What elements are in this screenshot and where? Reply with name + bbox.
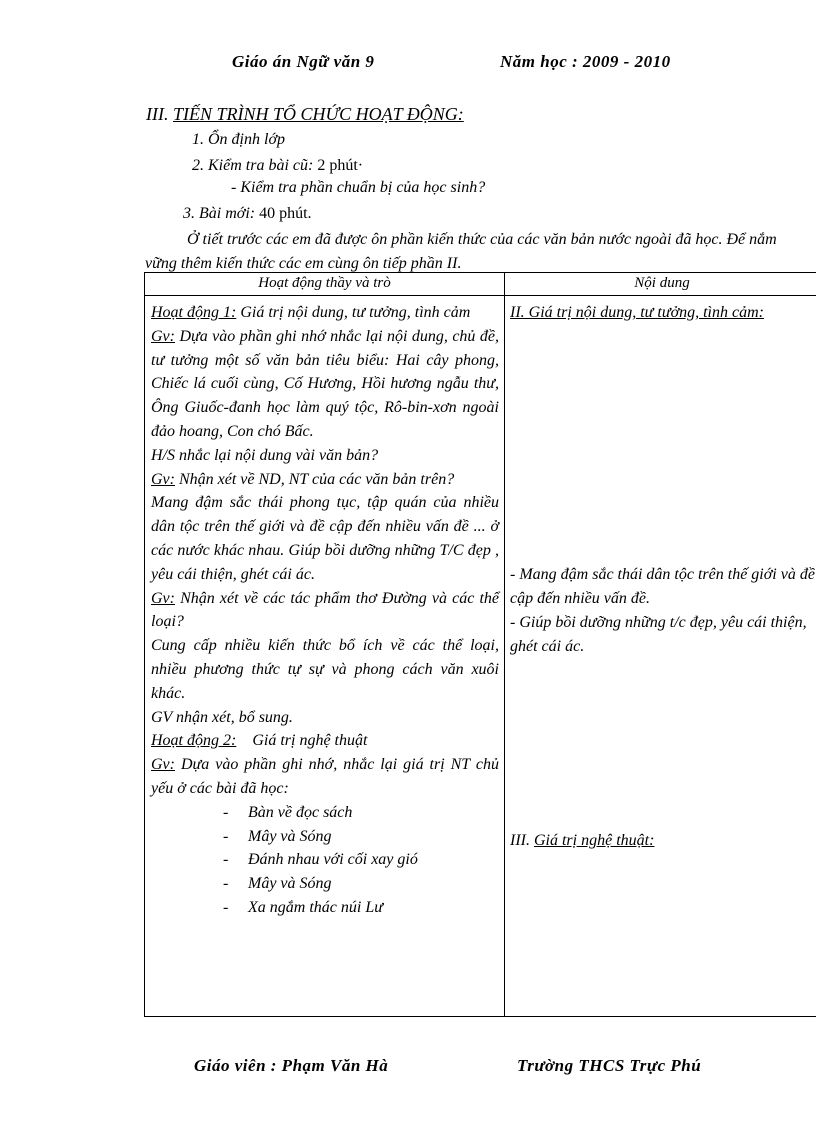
section-number: III.: [146, 104, 169, 124]
content-point-1: - Mang đậm sắc thái dân tộc trên thế giới và đề cập đến nhiều vấn đề.: [510, 566, 815, 607]
step-2: [192, 157, 363, 175]
content-section-3-number: III.: [510, 832, 530, 849]
teacher-prompt-2: [151, 468, 499, 492]
activity-2: [151, 729, 499, 753]
activity-1-title: Giá trị nội dung, tư tưởng, tình cảm: [236, 304, 471, 321]
step-1: 1. Ổn định lớp: [192, 131, 285, 148]
col-header-activities: Hoạt động thầy và trò: [258, 275, 391, 291]
footer-school: Trường THCS Trực Phú: [517, 1056, 702, 1075]
step-2-label: 2. Kiểm tra bài cũ:: [192, 157, 314, 174]
step-3-time: 40 phút.: [259, 205, 312, 222]
header-school-year: Năm học : 2009 - 2010: [500, 52, 671, 71]
list-item: - Xa ngắm thác núi Lư: [151, 896, 499, 920]
header-divider: [145, 295, 816, 296]
teacher-prompt-3: [151, 587, 499, 635]
content-section-3: [510, 829, 816, 853]
intro-paragraph: Ở tiết trước các em đã được ôn phần kiến thức của các văn bản nước ngoài đã học. Để nắm vững thêm kiến thức các em cùng ôn tiếp phần II.: [145, 231, 777, 272]
teacher-prompt-2-text: Nhận xét về ND, NT của các văn bản trên?: [174, 470, 455, 488]
content-section-2: II. Giá trị nội dung, tư tưởng, tình cảm:: [510, 304, 764, 321]
teacher-prompt-1-text: Dựa vào phần ghi nhớ nhắc lại nội dung, chủ đề, tư tưởng một số văn bản tiêu biểu: Hai cây phong, Chiếc lá cuối cùng, Cố Hương, Hồi hương ngẫu thư, Ông Giuốc-đanh học làm quý tộc, Rô-bin-xơn ngoài đảo hoang, Con chó Bấc.: [151, 327, 499, 440]
footer-teacher: Giáo viên : Phạm Văn Hà: [194, 1056, 389, 1075]
teacher-prompt-3-text: Nhận xét về các tác phẩm thơ Đường và các thể loại?: [151, 589, 499, 631]
gv-label: Gv:: [151, 756, 175, 774]
teacher-prompt-4: [151, 753, 499, 801]
list-item: - Mây và Sóng: [151, 872, 499, 896]
step-2-sub: - Kiểm tra phần chuẩn bị của học sinh?: [231, 179, 486, 196]
section-title: [146, 104, 464, 125]
gv-label: Gv:: [151, 589, 175, 607]
activity-1: [151, 301, 499, 325]
teacher-prompt-4-text: Dựa vào phần ghi nhớ, nhắc lại giá trị NT chủ yếu ở các bài đã học:: [151, 756, 499, 797]
gv-label: Gv:: [151, 327, 175, 345]
activity-1-label: Hoạt động 1:: [151, 304, 237, 321]
column-divider: [504, 273, 505, 1016]
works-list: [151, 801, 499, 920]
gv-label: Gv:: [151, 470, 175, 488]
teacher-note: GV nhận xét, bổ sung.: [151, 708, 293, 726]
activity-2-title: Giá trị nghệ thuật: [236, 732, 368, 750]
activities-column: [151, 301, 499, 920]
content-section-3-title: Giá trị nghệ thuật:: [533, 832, 655, 849]
content-point-2: - Giúp bồi dưỡng những t/c đẹp, yêu cái thiện, ghét cái ác.: [510, 614, 807, 655]
activity-2-label: Hoạt động 2:: [151, 732, 237, 750]
list-item: - Đánh nhau với cối xay gió: [151, 848, 499, 872]
teacher-prompt-1: [151, 325, 499, 444]
step-3: [183, 205, 312, 223]
section-heading: TIẾN TRÌNH TỔ CHỨC HOẠT ĐỘNG:: [172, 104, 464, 124]
answer-1: Mang đậm sắc thái phong tục, tập quán của nhiều dân tộc trên thế giới và đề cập đến nhiều vấn đề ... ở các nước khác nhau. Giúp bồi dưỡng những T/C đẹp , yêu cái thiện, ghét cái ác.: [151, 494, 499, 583]
lesson-table: [144, 272, 816, 1017]
answer-2: Cung cấp nhiều kiến thức bổ ích về các thể loại, nhiều phương thức tự sự và phong cách văn xuôi khác.: [151, 637, 499, 702]
list-item: - Mây và Sóng: [151, 825, 499, 849]
step-3-label: 3. Bài mới:: [183, 205, 256, 222]
list-item: - Bàn về đọc sách: [151, 801, 499, 825]
student-task-1: H/S nhắc lại nội dung vài văn bản?: [151, 446, 379, 464]
header-subject: Giáo án Ngữ văn 9: [232, 52, 375, 71]
step-2-time: 2 phút·: [317, 157, 364, 174]
col-header-content: Nội dung: [634, 275, 690, 291]
